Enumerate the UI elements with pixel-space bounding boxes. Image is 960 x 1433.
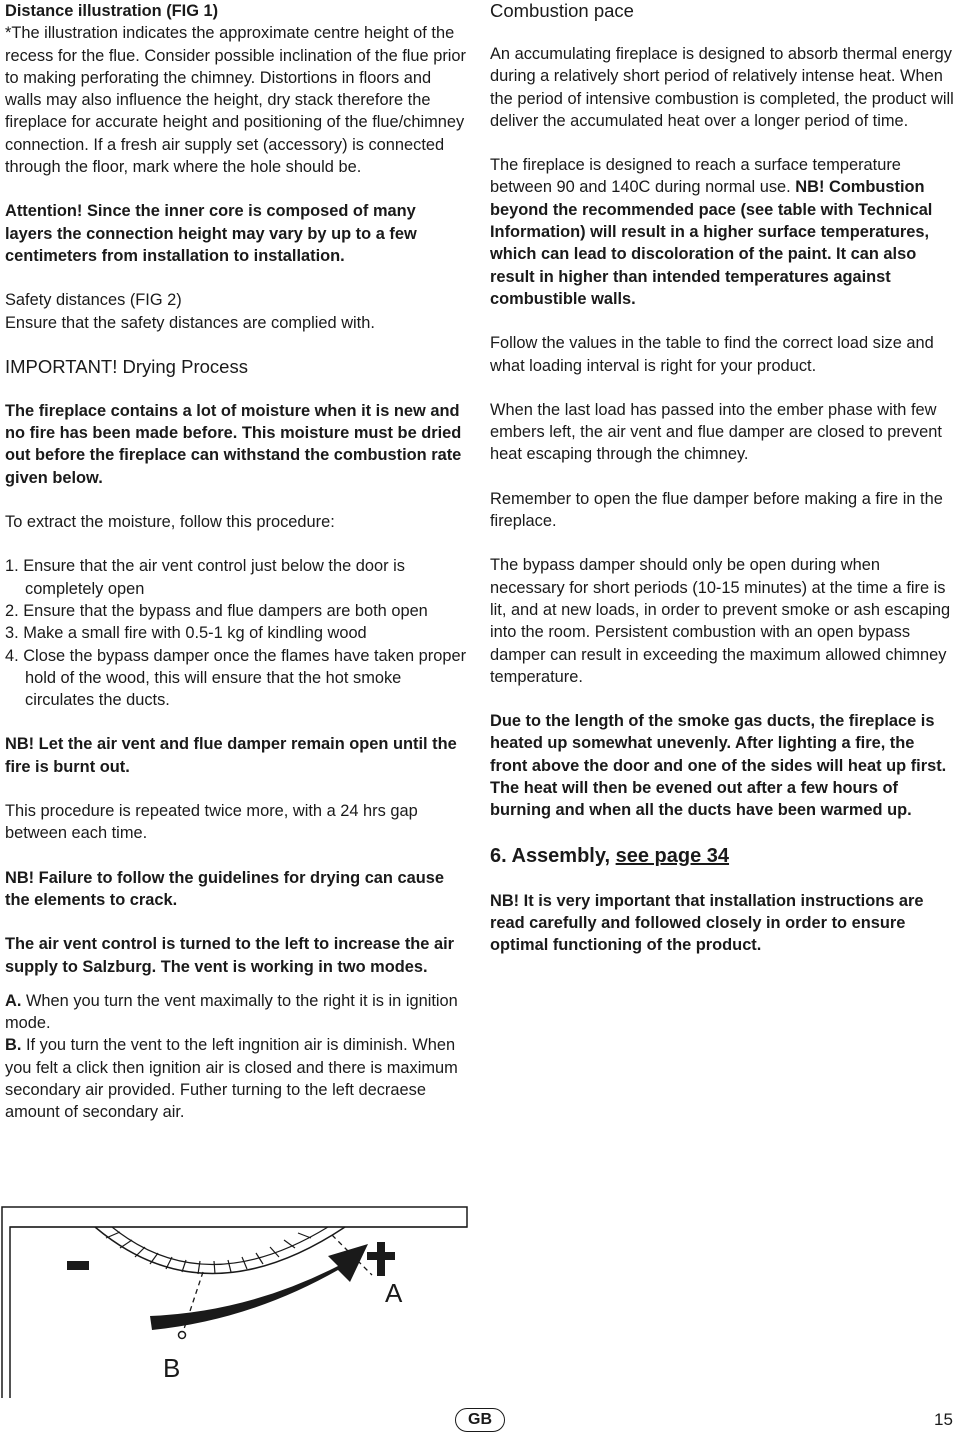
label-a: A: [385, 1278, 403, 1308]
list-item: 2. Ensure that the bypass and flue dampers are both open: [5, 601, 428, 620]
vent-modes: [5, 990, 467, 1124]
language-badge: GB: [455, 1408, 505, 1432]
assembly-heading: [490, 844, 956, 868]
list-item: 1. Ensure that the air vent control just below the door is completely open: [5, 557, 405, 598]
distance-illustration: [5, 0, 467, 178]
vent-control-info: The air vent control is turned to the left to increase the air supply to Salzburg. The vent is working in two modes.: [5, 935, 455, 976]
combustion-pace-title: Combustion pace: [490, 0, 634, 21]
label-b: B: [163, 1353, 181, 1383]
left-column: [5, 0, 467, 1146]
right-column: [490, 0, 956, 979]
load-size-info: Follow the values in the table to find the correct load size and what loading interval is right for your product.: [490, 334, 934, 375]
pointer-b-dot: [179, 1332, 186, 1339]
list-item: 4. Close the bypass damper once the flames have taken proper hold of the wood, this will ensure that the hot smoke circulates the ducts.: [5, 646, 467, 710]
uneven-heating-info: Due to the length of the smoke gas ducts, the fireplace is heated up somewhat unevenly. After lighting a fire, the front above the door and one of the sides will heat up first. The heat will then be evened out after a few hours of burning and when all the ducts have been warmed up.: [490, 712, 947, 820]
surface-temperature: [490, 154, 956, 310]
distance-title: Distance illustration (FIG 1): [5, 2, 219, 20]
attention-paragraph: [5, 200, 467, 267]
dial-arc: [95, 1227, 345, 1274]
mode-a-label: A.: [5, 991, 22, 1010]
safety-distances: [5, 289, 467, 334]
nb-installation: NB! It is very important that installation instructions are read carefully and followed closely in order to ensure optimal functioning of the product.: [490, 891, 924, 955]
safety-body: Ensure that the safety distances are complied with.: [5, 313, 375, 332]
list-item: 3. Make a small fire with 0.5-1 kg of kindling wood: [5, 624, 367, 643]
nb-crack-warning: NB! Failure to follow the guidelines for drying can cause the elements to crack.: [5, 868, 444, 909]
mode-b-text: If you turn the vent to the left ingnition air is diminish. When you felt a click then ignition air is closed and there is maximum secondary air provided. Futher turning to the left decraese amount of secondary air.: [5, 1036, 458, 1122]
mode-a-text: When you turn the vent maximally to the right it is in ignition mode.: [5, 991, 458, 1033]
distance-body: *The illustration indicates the approximate centre height of the recess for the flue. Consider possible inclination of the flue prior to making perforating the chimney. Distortions in floors and walls may also influence the height, dry stack therefore the fireplace for accurate height and positioning of the flue/chimney connection. If a fresh air supply set (accessory) is connected through the floor, mark where the hole should be.: [5, 24, 467, 177]
ember-phase-info: When the last load has passed into the ember phase with few embers left, the air vent and flue damper are closed to prevent heat escaping through the chimney.: [490, 400, 942, 464]
safety-title: Safety distances (FIG 2): [5, 291, 182, 310]
nb-vent-open: NB! Let the air vent and flue damper remain open until the fire is burnt out.: [5, 735, 457, 776]
important-title: IMPORTANT! Drying Process: [5, 355, 248, 377]
page-number: 15: [934, 1410, 953, 1429]
bypass-damper-info: The bypass damper should only be open during when necessary for short periods (10-15 minutes) at the time a fire is lit, and at new loads, in order to prevent smoke or ash escaping into the room. Persistent combustion with an open bypass damper can result in exceeding the maximum allowed chimney temperature.: [490, 556, 951, 686]
flue-damper-reminder: Remember to open the flue damper before making a fire in the fireplace.: [490, 489, 943, 531]
plus-icon: [367, 1242, 395, 1276]
drying-steps: [5, 555, 467, 711]
minus-icon: [67, 1261, 89, 1270]
assembly-prefix: 6. Assembly,: [490, 844, 616, 867]
air-vent-figure: [0, 1200, 480, 1400]
drying-warning: The fireplace contains a lot of moisture when it is new and no fire has been made before. This moisture must be dried out before the fireplace can withstand the combustion rate given below.: [5, 401, 462, 487]
assembly-link[interactable]: see page 34: [615, 844, 730, 867]
mode-b-label: B.: [5, 1036, 22, 1055]
repeat-procedure: This procedure is repeated twice more, with a 24 hrs gap between each time.: [5, 802, 418, 843]
extract-intro: To extract the moisture, follow this procedure:: [5, 513, 335, 532]
surface-temp-warning: NB! Combustion beyond the recommended pace (see table with Technical Information) will result in a higher surface temperatures, which can lead to discoloration of the paint. It can also result in higher than intended temperatures against combustible walls.: [490, 178, 933, 308]
attention-body: Since the inner core is composed of many layers the connection height may vary by up to a few centimeters from installation to installation.: [5, 202, 417, 265]
dial-ticks: [106, 1232, 311, 1274]
combustion-intro: An accumulating fireplace is designed to absorb thermal energy during a relatively short period of relatively intense heat. When the period of intensive combustion is completed, the product will deliver the accumulated heat over a longer period of time.: [490, 45, 954, 130]
surface-temp-normal: The fireplace is designed to reach a surface temperature between 90 and 140C during normal use.: [490, 156, 901, 197]
attention-label: Attention!: [5, 202, 83, 221]
